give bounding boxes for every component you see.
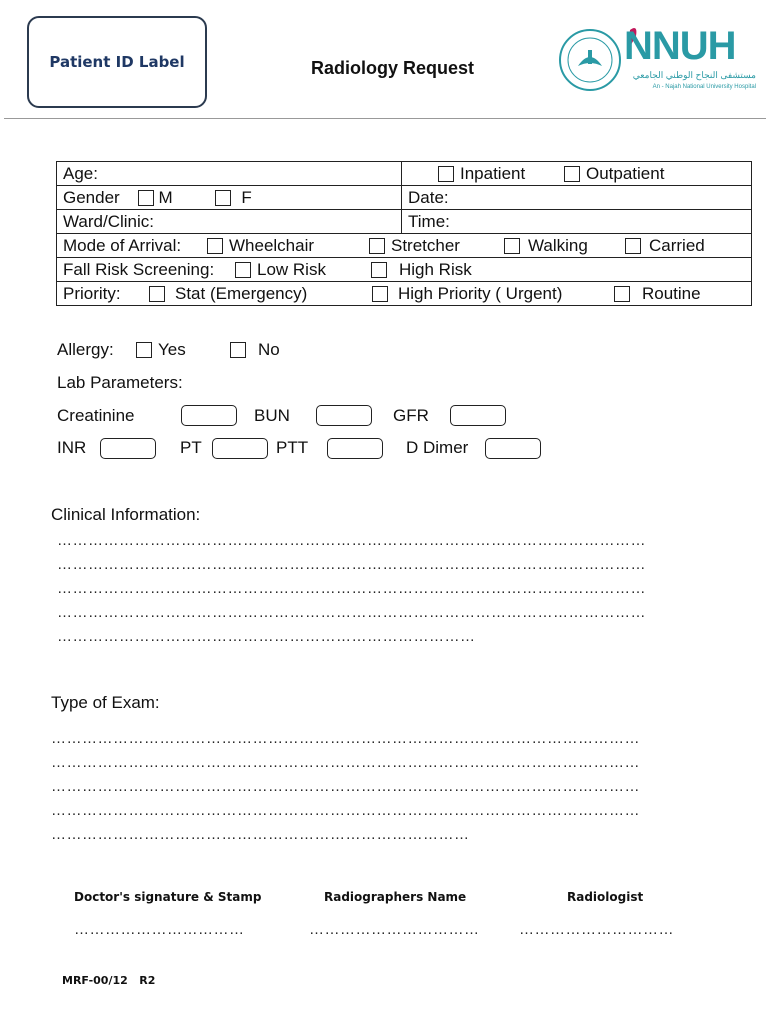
age-label: Age: [63,164,98,183]
ward-label: Ward/Clinic: [63,212,154,231]
routine-checkbox[interactable] [614,286,630,302]
outpatient-checkbox[interactable] [564,166,580,182]
doctor-signature-label: Doctor's signature & Stamp [74,890,262,904]
high-priority-label: High Priority ( Urgent) [398,284,563,303]
radiographers-name-label: Radiographers Name [324,890,467,904]
clinical-line-3[interactable]: …………………………………………………………………………………………………… [57,580,646,597]
creatinine-field[interactable] [181,405,237,426]
exam-line-3[interactable]: …………………………………………………………………………………………………… [51,778,640,795]
stretcher-label: Stretcher [391,236,460,255]
stretcher-option [369,234,460,257]
time-label: Time: [408,212,450,231]
lab-parameters-title: Lab Parameters: [57,373,183,392]
creatinine-label: Creatinine [57,406,135,425]
exam-line-4[interactable]: …………………………………………………………………………………………………… [51,802,640,819]
wheelchair-checkbox[interactable] [207,238,223,254]
form-code: MRF-00/12 R2 [62,974,156,987]
date-cell[interactable] [402,186,752,210]
gfr-field[interactable] [450,405,506,426]
gfr-label: GFR [393,406,429,425]
radiologist-line[interactable]: ………………………… [519,921,674,938]
walking-checkbox[interactable] [504,238,520,254]
mode-of-arrival-label: Mode of Arrival: [63,236,182,255]
patient-id-label: Patient ID Label [49,53,185,71]
hospital-logo [558,20,758,100]
low-risk-label: Low Risk [257,260,326,279]
stat-option [149,282,307,305]
allergy-yes-option [136,340,186,360]
walking-option [504,234,588,257]
wheelchair-label: Wheelchair [229,236,315,255]
bun-label: BUN [254,406,290,425]
high-risk-checkbox[interactable] [371,262,387,278]
clinical-line-1[interactable]: …………………………………………………………………………………………………… [57,532,646,549]
bun-field[interactable] [316,405,372,426]
inpatient-checkbox[interactable] [438,166,454,182]
pt-label: PT [180,438,202,457]
high-priority-option [372,282,562,305]
radiographer-name-line[interactable]: …………………………… [309,921,480,938]
routine-option [614,282,701,305]
female-label: F [241,188,252,207]
allergy-no-checkbox[interactable] [230,342,246,358]
male-label: M [158,188,173,207]
clinical-line-5[interactable]: ……………………………………………………………………… [57,628,476,645]
outpatient-label: Outpatient [585,164,665,183]
patient-info-table [56,161,752,306]
d-dimer-label: D Dimer [406,438,469,457]
inr-label: INR [57,438,87,457]
clinical-line-2[interactable]: …………………………………………………………………………………………………… [57,556,646,573]
ptt-label: PTT [276,438,309,457]
allergy-label: Allergy: [57,340,114,359]
pt-field[interactable] [212,438,268,459]
allergy-no-label: No [258,340,280,359]
exam-line-2[interactable]: …………………………………………………………………………………………………… [51,754,640,771]
patient-id-label-box [27,16,207,108]
routine-label: Routine [642,284,701,303]
fall-risk-label: Fall Risk Screening: [63,260,215,279]
logo-english-text: An - Najah National University Hospital [652,84,756,90]
age-cell[interactable] [57,162,402,186]
high-risk-option [371,258,472,281]
date-label: Date: [408,188,449,207]
allergy-yes-checkbox[interactable] [136,342,152,358]
fall-risk-cell [57,258,752,282]
allergy-yes-label: Yes [158,340,186,359]
low-risk-option [235,258,326,281]
high-risk-label: High Risk [399,260,472,279]
clinical-line-4[interactable]: …………………………………………………………………………………………………… [57,604,646,621]
logo-text: NNUH [624,24,736,68]
time-cell[interactable] [402,210,752,234]
stat-checkbox[interactable] [149,286,165,302]
ward-cell[interactable] [57,210,402,234]
logo-arabic-text: مستشفى النجاح الوطني الجامعي [632,70,756,80]
male-checkbox[interactable] [138,190,154,206]
carried-option [625,234,705,257]
stat-label: Stat (Emergency) [175,284,308,303]
stretcher-checkbox[interactable] [369,238,385,254]
gender-label: Gender [63,188,120,207]
type-of-exam-title: Type of Exam: [51,693,160,712]
exam-line-1[interactable]: …………………………………………………………………………………………………… [51,730,640,747]
female-checkbox[interactable] [215,190,231,206]
doctor-signature-line[interactable]: …………………………… [74,921,245,938]
header-divider [4,118,766,119]
mode-of-arrival-cell [57,234,752,258]
priority-label: Priority: [63,284,121,303]
gender-cell [57,186,402,210]
exam-line-5[interactable]: ……………………………………………………………………… [51,826,470,843]
low-risk-checkbox[interactable] [235,262,251,278]
clinical-information-title: Clinical Information: [51,505,201,524]
d-dimer-field[interactable] [485,438,541,459]
high-priority-checkbox[interactable] [372,286,388,302]
radiologist-label: Radiologist [567,890,644,904]
patient-type-cell [402,162,752,186]
inpatient-label: Inpatient [460,164,526,183]
wheelchair-option [207,234,314,257]
carried-label: Carried [649,236,705,255]
inr-field[interactable] [100,438,156,459]
carried-checkbox[interactable] [625,238,641,254]
walking-label: Walking [528,236,588,255]
ptt-field[interactable] [327,438,383,459]
allergy-no-option [230,340,280,360]
priority-cell [57,282,752,306]
page-title: Radiology Request [311,58,475,78]
